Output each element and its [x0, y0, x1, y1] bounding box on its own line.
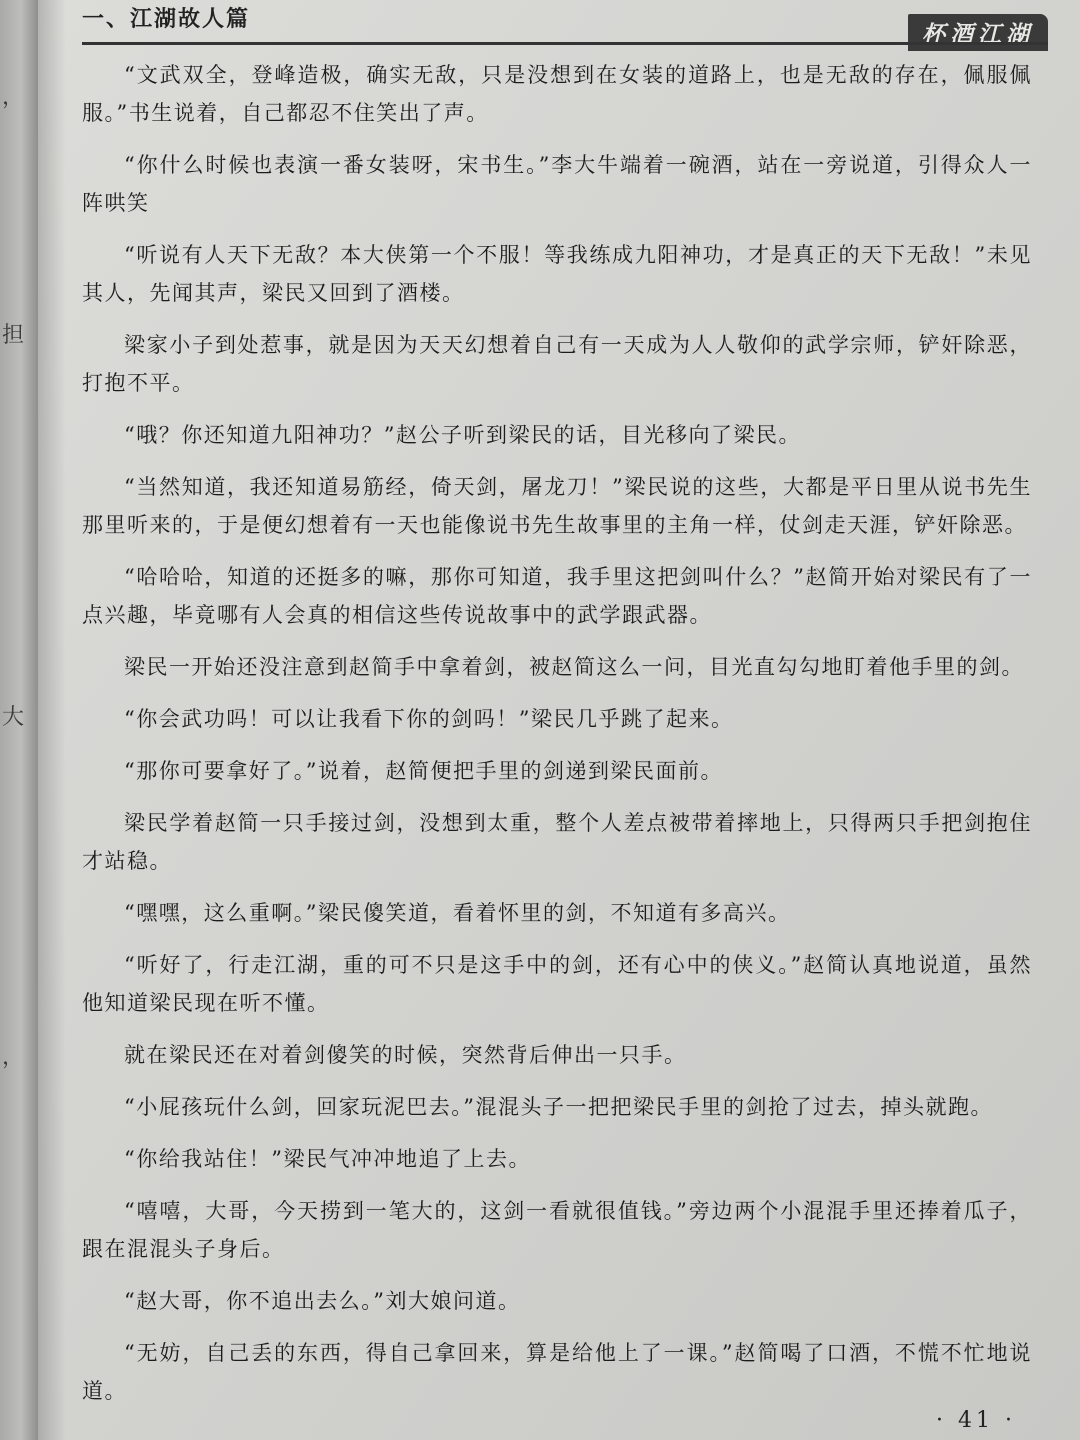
book-title-tab: [908, 14, 1048, 51]
paragraph: “你给我站住！”梁民气冲冲地追了上去。: [124, 1147, 531, 1171]
paragraph: “无妨，自己丢的东西，得自己拿回来，算是给他上了一课。”赵简喝了口酒，不慌不忙地说道。: [82, 1341, 1032, 1403]
section-title: 一、江湖故人篇: [82, 6, 251, 32]
book-page: [38, 0, 1080, 1440]
paragraph: 就在梁民还在对着剑傻笑的时候，突然背后伸出一只手。: [124, 1043, 687, 1067]
facing-page-fragment: 大: [2, 705, 25, 730]
book-title: 杯酒江湖: [922, 21, 1034, 48]
paragraph: “你什么时候也表演一番女装呀，宋书生。”李大牛端着一碗酒，站在一旁说道，引得众人一阵哄笑: [82, 153, 1032, 215]
facing-page-fragment: ，: [2, 85, 25, 110]
paragraph: “你会武功吗！可以让我看下你的剑吗！”梁民几乎跳了起来。: [124, 707, 734, 731]
paragraph: “小屁孩玩什么剑，回家玩泥巴去。”混混头子一把把梁民手里的剑抢了过去，掉头就跑。: [124, 1095, 993, 1119]
body-text: [82, 56, 1032, 1424]
paragraph: 梁民学着赵简一只手接过剑，没想到太重，整个人差点被带着摔地上，只得两只手把剑抱住才站稳。: [82, 811, 1032, 873]
paragraph: “听好了，行走江湖，重的可不只是这手中的剑，还有心中的侠义。”赵简认真地说道，虽然他知道梁民现在听不懂。: [82, 953, 1032, 1015]
paragraph: “哈哈哈，知道的还挺多的嘛，那你可知道，我手里这把剑叫什么？”赵简开始对梁民有了一点兴趣，毕竟哪有人会真的相信这些传说故事中的武学跟武器。: [82, 565, 1032, 627]
facing-page-fragment: ，: [2, 1045, 25, 1070]
paragraph: 梁家小子到处惹事，就是因为天天幻想着自己有一天成为人人敬仰的武学宗师，铲奸除恶，打抱不平。: [82, 333, 1032, 395]
facing-page-edge: [0, 0, 38, 1440]
facing-page-fragment: 担: [2, 323, 25, 348]
paragraph: “文武双全，登峰造极，确实无敌，只是没想到在女装的道路上，也是无敌的存在，佩服佩服。”书生说着，自己都忍不住笑出了声。: [82, 63, 1032, 125]
paragraph: “当然知道，我还知道易筋经，倚天剑，屠龙刀！”梁民说的这些，大都是平日里从说书先生那里听来的，于是便幻想着有一天也能像说书先生故事里的主角一样，仗剑走天涯，铲奸除恶。: [82, 475, 1032, 537]
paragraph: “赵大哥，你不追出去么。”刘大娘问道。: [124, 1289, 521, 1313]
paragraph: “嘿嘿，这么重啊。”梁民傻笑道，看着怀里的剑，不知道有多高兴。: [124, 901, 791, 925]
paragraph: “那你可要拿好了。”说着，赵简便把手里的剑递到梁民面前。: [124, 759, 723, 783]
paragraph: “嘻嘻，大哥，今天捞到一笔大的，这剑一看就很值钱。”旁边两个小混混手里还捧着瓜子，跟在混混头子身后。: [82, 1199, 1032, 1261]
page-number: · 41 ·: [936, 1408, 1016, 1433]
running-header: [82, 0, 1048, 48]
paragraph: 梁民一开始还没注意到赵简手中拿着剑，被赵简这么一问，目光直勾勾地盯着他手里的剑。: [124, 655, 1024, 679]
paragraph: “听说有人天下无敌？本大侠第一个不服！等我练成九阳神功，才是真正的天下无敌！”未见其人，先闻其声，梁民又回到了酒楼。: [82, 243, 1032, 305]
header-rule: [82, 42, 1048, 45]
paragraph: “哦？你还知道九阳神功？”赵公子听到梁民的话，目光移向了梁民。: [124, 423, 801, 447]
